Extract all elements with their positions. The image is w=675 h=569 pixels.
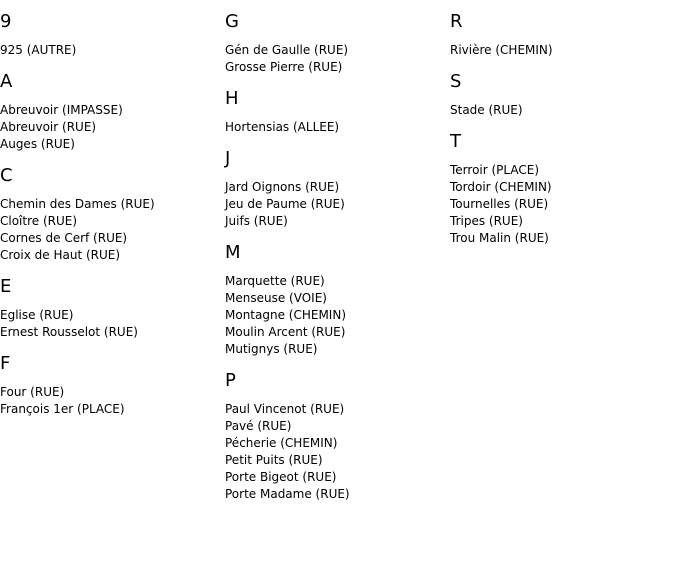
street-item[interactable]: 925 (AUTRE) <box>0 43 77 57</box>
street-item[interactable]: Grosse Pierre (RUE) <box>225 60 343 74</box>
street-list <box>450 42 675 59</box>
letter-group-e <box>0 277 225 341</box>
street-item[interactable]: Jard Oignons (RUE) <box>225 180 340 194</box>
index-column-2 <box>225 0 450 515</box>
letter-heading: T <box>450 131 461 152</box>
letter-group-r <box>450 12 675 59</box>
street-list <box>450 162 675 247</box>
street-list <box>0 196 225 264</box>
street-item[interactable]: Auges (RUE) <box>0 137 75 151</box>
letter-heading: J <box>225 148 231 169</box>
street-item[interactable]: Petit Puits (RUE) <box>225 453 323 467</box>
letter-heading: A <box>0 71 13 92</box>
letter-heading: G <box>225 11 239 32</box>
street-item[interactable]: Trou Malin (RUE) <box>450 231 549 245</box>
letter-group-f <box>0 354 225 418</box>
street-list <box>0 42 225 59</box>
street-list <box>225 273 450 358</box>
street-list <box>0 307 225 341</box>
street-item[interactable]: Gén de Gaulle (RUE) <box>225 43 349 57</box>
letter-group-m <box>225 243 450 358</box>
letter-heading: S <box>450 71 462 92</box>
street-list <box>225 179 450 230</box>
letter-heading: F <box>0 353 11 374</box>
street-item[interactable]: Abreuvoir (IMPASSE) <box>0 103 123 117</box>
street-item[interactable]: Rivière (CHEMIN) <box>450 43 553 57</box>
street-item[interactable]: Terroir (PLACE) <box>450 163 540 177</box>
street-item[interactable]: Marquette (RUE) <box>225 274 325 288</box>
street-item[interactable]: Paul Vincenot (RUE) <box>225 402 345 416</box>
letter-group-g <box>225 12 450 76</box>
letter-group-a <box>0 72 225 153</box>
letter-group-t <box>450 132 675 247</box>
street-item[interactable]: Mutignys (RUE) <box>225 342 318 356</box>
street-list <box>0 102 225 153</box>
street-item[interactable]: Menseuse (VOIE) <box>225 291 327 305</box>
street-item[interactable]: François 1er (PLACE) <box>0 402 125 416</box>
street-item[interactable]: Pavé (RUE) <box>225 419 292 433</box>
street-item[interactable]: Eglise (RUE) <box>0 308 74 322</box>
street-item[interactable]: Montagne (CHEMIN) <box>225 308 346 322</box>
street-item[interactable]: Cloître (RUE) <box>0 214 78 228</box>
street-list <box>225 119 450 136</box>
letter-heading: H <box>225 88 239 109</box>
street-item[interactable]: Four (RUE) <box>0 385 65 399</box>
letter-heading: M <box>225 242 241 263</box>
street-item[interactable]: Tripes (RUE) <box>450 214 523 228</box>
street-item[interactable]: Porte Madame (RUE) <box>225 487 350 501</box>
letter-group-s <box>450 72 675 119</box>
street-item[interactable]: Croix de Haut (RUE) <box>0 248 121 262</box>
street-item[interactable]: Pécherie (CHEMIN) <box>225 436 338 450</box>
letter-heading: E <box>0 276 12 297</box>
street-item[interactable]: Juifs (RUE) <box>225 214 288 228</box>
street-list <box>450 102 675 119</box>
letter-heading: 9 <box>0 11 12 32</box>
letter-heading: P <box>225 370 236 391</box>
street-item[interactable]: Tordoir (CHEMIN) <box>450 180 552 194</box>
index-column-1 <box>0 0 225 430</box>
street-item[interactable]: Moulin Arcent (RUE) <box>225 325 346 339</box>
letter-group-h <box>225 89 450 136</box>
street-item[interactable]: Porte Bigeot (RUE) <box>225 470 337 484</box>
letter-heading: R <box>450 11 463 32</box>
index-column-3 <box>450 0 675 259</box>
street-item[interactable]: Hortensias (ALLEE) <box>225 120 340 134</box>
street-list <box>225 401 450 503</box>
letter-group-j <box>225 149 450 230</box>
street-list <box>225 42 450 76</box>
street-item[interactable]: Abreuvoir (RUE) <box>0 120 97 134</box>
street-item[interactable]: Chemin des Dames (RUE) <box>0 197 155 211</box>
letter-group-9 <box>0 12 225 59</box>
street-item[interactable]: Tournelles (RUE) <box>450 197 549 211</box>
street-item[interactable]: Cornes de Cerf (RUE) <box>0 231 128 245</box>
street-item[interactable]: Stade (RUE) <box>450 103 523 117</box>
letter-group-p <box>225 371 450 503</box>
letter-group-c <box>0 166 225 264</box>
letter-heading: C <box>0 165 13 186</box>
street-list <box>0 384 225 418</box>
street-item[interactable]: Jeu de Paume (RUE) <box>225 197 345 211</box>
street-item[interactable]: Ernest Rousselot (RUE) <box>0 325 138 339</box>
